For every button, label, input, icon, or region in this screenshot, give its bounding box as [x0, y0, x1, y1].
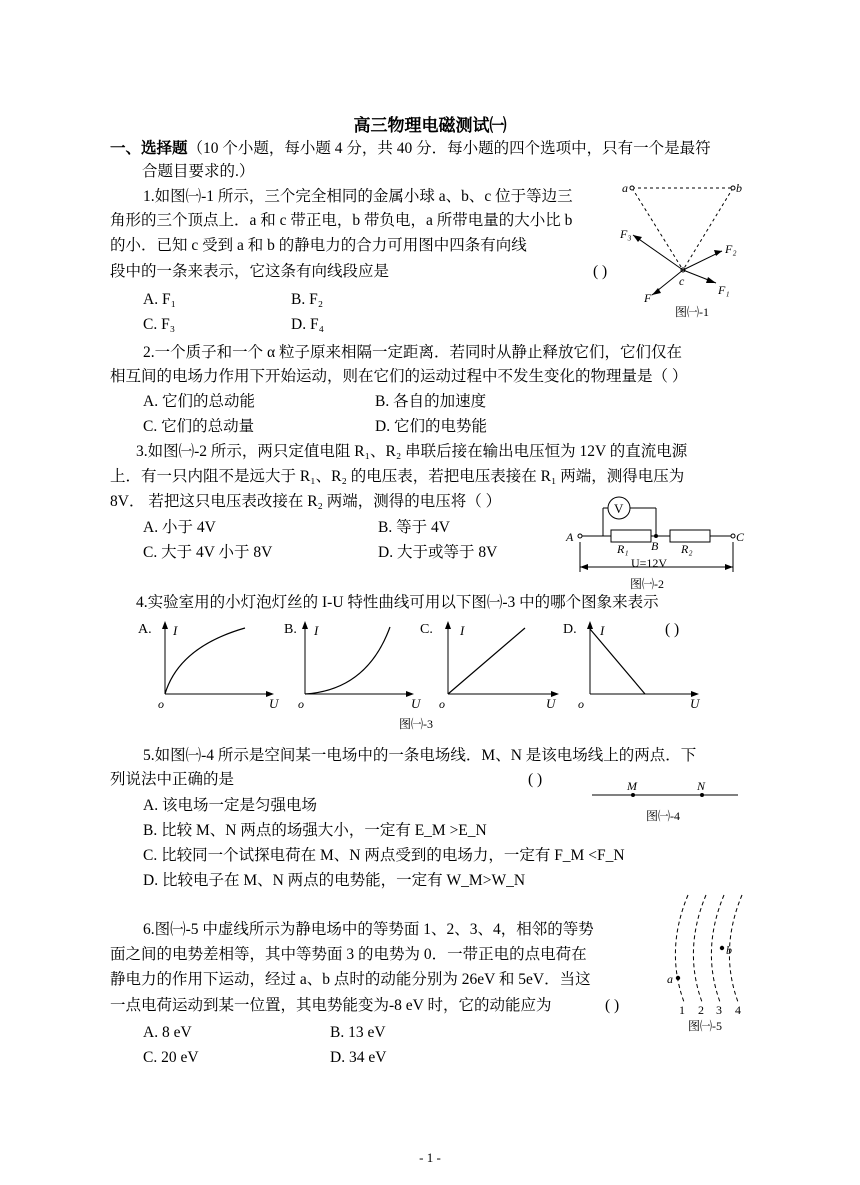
fig5-label-4: 4 — [735, 1003, 741, 1017]
q1-line4: 段中的一条来表示，它这条有向线段应是 — [110, 263, 390, 280]
graph-a-xlabel: U — [269, 696, 279, 711]
q1-option-b: B. F₂ — [291, 291, 324, 308]
fig1-label-f3: F₃ — [620, 227, 632, 241]
fig5-label-1: 1 — [679, 1003, 685, 1017]
graph-a-label: A. — [138, 622, 152, 637]
fig5-label-3: 3 — [716, 1003, 722, 1017]
q5-option-a: A. 该电场一定是匀强电场 — [143, 797, 317, 814]
q1-line1: 1.如图㈠-1 所示，三个完全相同的金属小球 a、b、c 位于等边三 — [143, 188, 573, 205]
q4-answer-paren: ( ) — [665, 621, 680, 638]
graph-b-xlabel: U — [411, 696, 421, 711]
graph-a-ylabel: I — [173, 623, 178, 638]
fig1-label-b: b — [736, 181, 742, 195]
graph-b — [284, 622, 422, 711]
q2-option-d: D. 它们的电势能 — [375, 418, 487, 435]
q5-line2: 列说法中正确的是 — [110, 771, 235, 788]
graph-d-origin: o — [578, 697, 584, 711]
q1-line3: 的小．已知 c 受到 a 和 b 的静电力的合力可用图中四条有向线 — [110, 237, 527, 254]
section-header — [110, 138, 711, 159]
q6-option-c: C. 20 eV — [143, 1049, 199, 1066]
fig4-label-n: N — [697, 779, 706, 793]
figure-3-graphs — [135, 615, 705, 730]
fig5-label-a: a — [667, 972, 673, 986]
q2-line1: 2.一个质子和一个 α 粒子原来相隔一定距离．若同时从静止释放它们，它们仅在 — [143, 344, 682, 361]
q6-option-b: B. 13 eV — [330, 1024, 386, 1041]
graph-c-origin: o — [439, 697, 445, 711]
figure-1-triangle — [615, 178, 755, 328]
graph-d-label: D. — [563, 622, 577, 637]
fig3-caption: 图㈠-3 — [399, 717, 433, 730]
fig5-caption: 图㈠-5 — [688, 1019, 722, 1033]
q4-line1: 4.实验室用的小灯泡灯丝的 I-U 特性曲线可用以下图㈠-3 中的哪个图象来表示 — [136, 594, 659, 611]
graph-a — [138, 622, 280, 711]
fig4-label-m: M — [627, 779, 637, 793]
figure-4-field-line — [590, 776, 740, 826]
q3-line1: 3.如图㈠-2 所示，两只定值电阻 R₁、R₂ 串联后接在输出电压恒为 12V 的直流电源 — [136, 443, 688, 460]
q1-answer-paren: ( ) — [593, 263, 608, 280]
graph-b-label: B. — [284, 622, 297, 637]
q1-option-a: A. F₁ — [143, 291, 176, 308]
graph-d-xlabel: U — [690, 696, 700, 711]
fig1-label-a: a — [622, 181, 628, 195]
fig1-label-f2: F₂ — [725, 242, 737, 256]
fig1-label-f: F — [644, 291, 652, 305]
q6-option-d: D. 34 eV — [330, 1049, 387, 1066]
fig2-voltmeter-label: V — [614, 501, 624, 516]
graph-d-ylabel: I — [600, 623, 605, 638]
fig5-label-2: 2 — [698, 1003, 704, 1017]
fig2-label-r1: R₁ — [617, 542, 629, 556]
graph-b-origin: o — [298, 697, 304, 711]
graph-a-origin: o — [158, 697, 164, 711]
q6-line3: 静电力的作用下运动，经过 a、b 点时的动能分别为 26eV 和 5eV．当这 — [110, 971, 591, 988]
graph-c-label: C. — [420, 622, 433, 637]
q3-option-a: A. 小于 4V — [143, 519, 216, 536]
graph-d — [563, 622, 701, 711]
q5-answer-paren: ( ) — [528, 771, 543, 788]
q3-option-c: C. 大于 4V 小于 8V — [143, 544, 273, 561]
fig1-label-f1: F₁ — [718, 283, 730, 297]
q6-line1: 6.图㈠-5 中虚线所示为静电场中的等势面 1、2、3、4，相邻的等势 — [143, 921, 594, 938]
fig1-caption: 图㈠-1 — [675, 305, 709, 319]
q2-option-b: B. 各自的加速度 — [375, 393, 487, 410]
q1-line2: 角形的三个顶点上．a 和 c 带正电，b 带负电，a 所带电量的大小比 b — [110, 212, 573, 229]
graph-c-xlabel: U — [546, 696, 556, 711]
section-desc: （10 个小题，每小题 4 分，共 40 分．每小题的四个选项中，只有一个是最符 — [187, 140, 711, 157]
fig5-label-b: b — [726, 943, 732, 957]
section-label: 一、选择题 — [110, 139, 188, 157]
q2-option-c: C. 它们的总动量 — [143, 418, 255, 435]
q5-option-d: D. 比较电子在 M、N 两点的电势能，一定有 W_M>W_N — [143, 872, 526, 889]
fig2-label-r2: R₂ — [681, 542, 693, 556]
q6-line4: 一点电荷运动到某一位置，其电势能变为-8 eV 时，它的动能应为 — [110, 997, 552, 1014]
q5-option-b: B. 比较 M、N 两点的场强大小，一定有 E_M >E_N — [143, 822, 487, 839]
fig2-label-a: A — [566, 530, 574, 544]
fig2-caption: 图㈠-2 — [630, 577, 664, 591]
q1-option-d: D. F₄ — [291, 316, 324, 333]
page-number: - 1 - — [419, 1150, 441, 1165]
q3-option-d: D. 大于或等于 8V — [378, 544, 498, 561]
q3-line3: 8V． 若把这只电压表改接在 R₂ 两端，测得的电压将（ ） — [110, 493, 502, 510]
figure-5-equipotential — [660, 890, 760, 1035]
graph-c-ylabel: I — [460, 623, 465, 638]
q3-option-b: B. 等于 4V — [378, 519, 450, 536]
q2-option-a: A. 它们的总动能 — [143, 393, 255, 410]
fig1-label-c: c — [679, 274, 685, 288]
graph-c — [420, 622, 557, 711]
fig4-caption: 图㈠-4 — [646, 809, 680, 823]
page-title: 高三物理电磁测试㈠ — [353, 116, 507, 136]
q6-answer-paren: ( ) — [605, 997, 620, 1014]
fig2-label-b: B — [651, 539, 659, 553]
q6-option-a: A. 8 eV — [143, 1024, 192, 1041]
fig2-label-c: C — [736, 530, 745, 544]
section-desc-cont: 合题目要求的.） — [142, 163, 255, 180]
q2-line2: 相互间的电场力作用下开始运动，则在它们的运动过程中不发生变化的物理量是（ ） — [110, 368, 688, 385]
q5-option-c: C. 比较同一个试探电荷在 M、N 两点受到的电场力，一定有 F_M <F_N — [143, 847, 625, 864]
fig2-label-u: U=12V — [631, 556, 668, 570]
q5-line1: 5.如图㈠-4 所示是空间某一电场中的一条电场线．M、N 是该电场线上的两点．下 — [143, 747, 697, 764]
graph-d-line — [590, 629, 645, 694]
q6-line2: 面之间的电势差相等，其中等势面 3 的电势为 0．一带正电的点电荷在 — [110, 946, 587, 963]
graph-b-ylabel: I — [314, 623, 319, 638]
figure-2-circuit — [563, 492, 748, 594]
q3-line2: 上．有一只内阻不是远大于 R₁、R₂ 的电压表，若把电压表接在 R₁ 两端，测得电压为 — [110, 468, 685, 485]
q1-option-c: C. F₃ — [143, 316, 176, 333]
